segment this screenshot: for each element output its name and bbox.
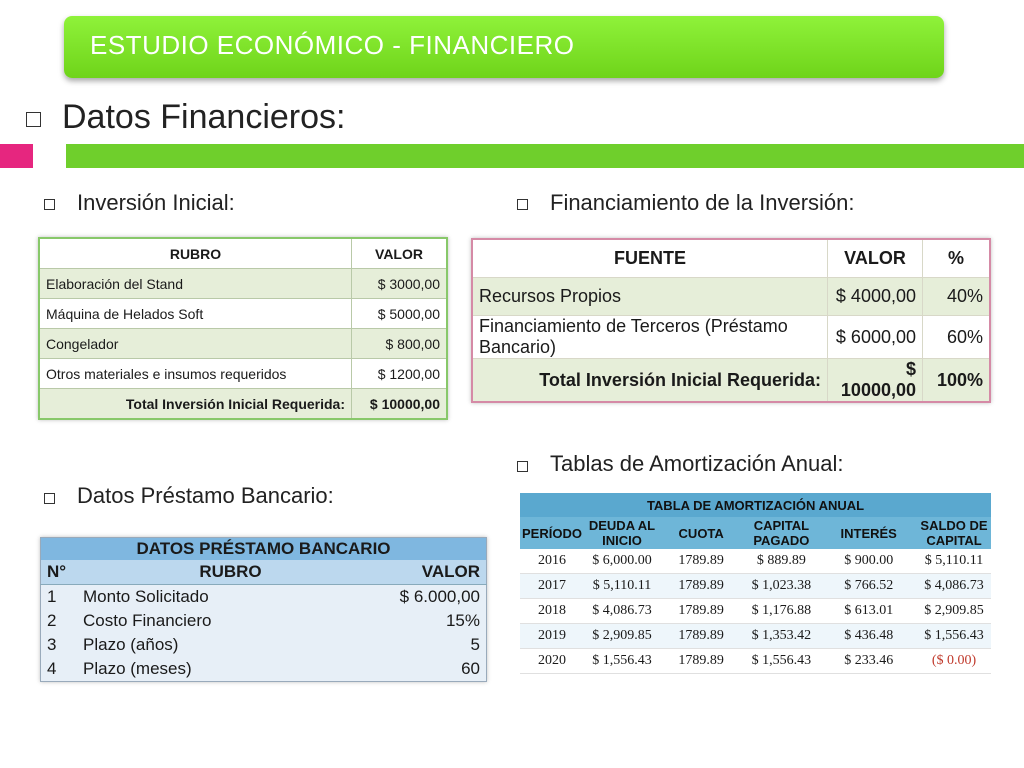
table-cell: 1789.89 xyxy=(660,574,742,599)
table-row xyxy=(41,633,487,657)
table-header-row xyxy=(39,238,447,269)
table-title: DATOS PRÉSTAMO BANCARIO xyxy=(41,538,487,561)
table-cell: 2018 xyxy=(520,599,584,624)
table-row xyxy=(520,574,991,599)
column-header: VALOR xyxy=(352,238,448,269)
column-header: INTERÉS xyxy=(820,517,917,549)
total-label: Total Inversión Inicial Requerida: xyxy=(39,389,352,420)
table-row xyxy=(39,299,447,329)
table-total-row xyxy=(472,359,990,403)
table-cell: $ 766.52 xyxy=(820,574,917,599)
table-row xyxy=(520,549,991,574)
table-row xyxy=(472,316,990,359)
table-cell: 5 xyxy=(470,635,480,654)
table-cell: 4 xyxy=(47,659,57,678)
square-bullet-icon xyxy=(44,199,55,210)
table-title-row xyxy=(41,538,487,561)
table-cell: $ 900.00 xyxy=(820,549,917,574)
table-title-row xyxy=(520,493,991,517)
accent-stripe-green xyxy=(66,144,1024,168)
table-cell: $ 4000,00 xyxy=(828,278,923,316)
table-cell: 2019 xyxy=(520,624,584,649)
table-cell: 1789.89 xyxy=(660,649,742,674)
table-cell: $ 1,176.88 xyxy=(742,599,820,624)
table-cell: Elaboración del Stand xyxy=(39,269,352,299)
section-prestamo-label: Datos Préstamo Bancario: xyxy=(77,483,334,508)
table-row xyxy=(41,609,487,633)
column-header: N° xyxy=(41,560,78,585)
square-bullet-icon xyxy=(44,493,55,504)
accent-stripe-pink xyxy=(0,144,33,168)
table-row xyxy=(520,599,991,624)
total-percent: 100% xyxy=(923,359,991,403)
table-header-row xyxy=(41,560,487,585)
table-cell: $ 613.01 xyxy=(820,599,917,624)
table-cell: $ 6,000.00 xyxy=(584,549,660,574)
table-cell: $ 1,556.43 xyxy=(742,649,820,674)
amortizacion-table xyxy=(520,493,991,674)
table-row xyxy=(472,278,990,316)
table-cell: 2017 xyxy=(520,574,584,599)
column-header: RUBRO xyxy=(77,560,384,585)
table-cell: 40% xyxy=(923,278,991,316)
table-cell: $ 5000,00 xyxy=(352,299,448,329)
column-header: RUBRO xyxy=(39,238,352,269)
table-total-row xyxy=(39,389,447,420)
table-title: TABLA DE AMORTIZACIÓN ANUAL xyxy=(520,493,991,517)
table-cell: 3 xyxy=(47,635,57,654)
main-heading: Datos Financieros: xyxy=(62,98,346,136)
table-cell: $ 6.000,00 xyxy=(399,587,480,606)
table-cell: Financiamiento de Terceros (Préstamo Bancario) xyxy=(472,316,828,359)
table-cell: $ 1,556.43 xyxy=(917,624,991,649)
total-label: Total Inversión Inicial Requerida: xyxy=(472,359,828,403)
table-cell: 2016 xyxy=(520,549,584,574)
column-header: DEUDA AL INICIO xyxy=(584,517,660,549)
table-cell: $ 1200,00 xyxy=(352,359,448,389)
table-row xyxy=(39,359,447,389)
table-cell: 2 xyxy=(47,611,57,630)
table-row xyxy=(520,624,991,649)
table-cell: $ 889.89 xyxy=(742,549,820,574)
financiamiento-table xyxy=(471,238,991,403)
column-header: VALOR xyxy=(828,239,923,278)
table-cell: 1789.89 xyxy=(660,549,742,574)
section-inversion-label: Inversión Inicial: xyxy=(77,190,235,215)
banner-title: ESTUDIO ECONÓMICO - FINANCIERO xyxy=(90,30,575,60)
total-value: $ 10000,00 xyxy=(352,389,448,420)
table-cell: $ 800,00 xyxy=(352,329,448,359)
table-cell: $ 1,556.43 xyxy=(584,649,660,674)
table-cell: Congelador xyxy=(39,329,352,359)
total-value: $ 10000,00 xyxy=(828,359,923,403)
table-row xyxy=(41,585,487,610)
table-cell: Plazo (meses) xyxy=(83,659,192,678)
table-cell: 1789.89 xyxy=(660,624,742,649)
column-header: CAPITAL PAGADO xyxy=(742,517,820,549)
column-header: FUENTE xyxy=(472,239,828,278)
column-header: VALOR xyxy=(384,560,487,585)
table-cell: Costo Financiero xyxy=(83,611,212,630)
table-cell: 1789.89 xyxy=(660,599,742,624)
table-cell: $ 3000,00 xyxy=(352,269,448,299)
square-bullet-icon xyxy=(517,199,528,210)
table-cell: $ 436.48 xyxy=(820,624,917,649)
column-header: PERÍODO xyxy=(520,517,584,549)
table-cell: $ 1,023.38 xyxy=(742,574,820,599)
table-row xyxy=(39,269,447,299)
table-cell: 2020 xyxy=(520,649,584,674)
inversion-table xyxy=(38,237,448,420)
table-cell: 15% xyxy=(445,611,480,630)
table-cell: $ 4,086.73 xyxy=(917,574,991,599)
table-header-row xyxy=(520,517,991,549)
table-cell: $ 6000,00 xyxy=(828,316,923,359)
table-cell: $ 233.46 xyxy=(820,649,917,674)
prestamo-table xyxy=(40,537,487,682)
table-cell: 60 xyxy=(461,659,480,678)
table-cell: $ 2,909.85 xyxy=(917,599,991,624)
square-bullet-icon xyxy=(26,112,41,127)
table-cell: 1 xyxy=(47,587,57,606)
table-cell: Monto Solicitado xyxy=(83,587,209,606)
table-row xyxy=(41,657,487,682)
section-financiamiento-label: Financiamiento de la Inversión: xyxy=(550,190,855,215)
table-cell: Otros materiales e insumos requeridos xyxy=(39,359,352,389)
title-banner xyxy=(64,16,944,78)
table-cell: Recursos Propios xyxy=(472,278,828,316)
table-cell: $ 2,909.85 xyxy=(584,624,660,649)
table-row xyxy=(39,329,447,359)
table-cell: Máquina de Helados Soft xyxy=(39,299,352,329)
table-cell: 60% xyxy=(923,316,991,359)
table-cell: Plazo (años) xyxy=(83,635,179,654)
table-header-row xyxy=(472,239,990,278)
table-cell: $ 5,110.11 xyxy=(584,574,660,599)
table-cell: $ 4,086.73 xyxy=(584,599,660,624)
column-header: SALDO DE CAPITAL xyxy=(917,517,991,549)
column-header: CUOTA xyxy=(660,517,742,549)
column-header: % xyxy=(923,239,991,278)
table-cell: $ 5,110.11 xyxy=(917,549,991,574)
section-amortizacion-label: Tablas de Amortización Anual: xyxy=(550,451,844,476)
square-bullet-icon xyxy=(517,461,528,472)
table-row xyxy=(520,649,991,674)
table-cell: $ 1,353.42 xyxy=(742,624,820,649)
table-cell: ($ 0.00) xyxy=(917,649,991,674)
